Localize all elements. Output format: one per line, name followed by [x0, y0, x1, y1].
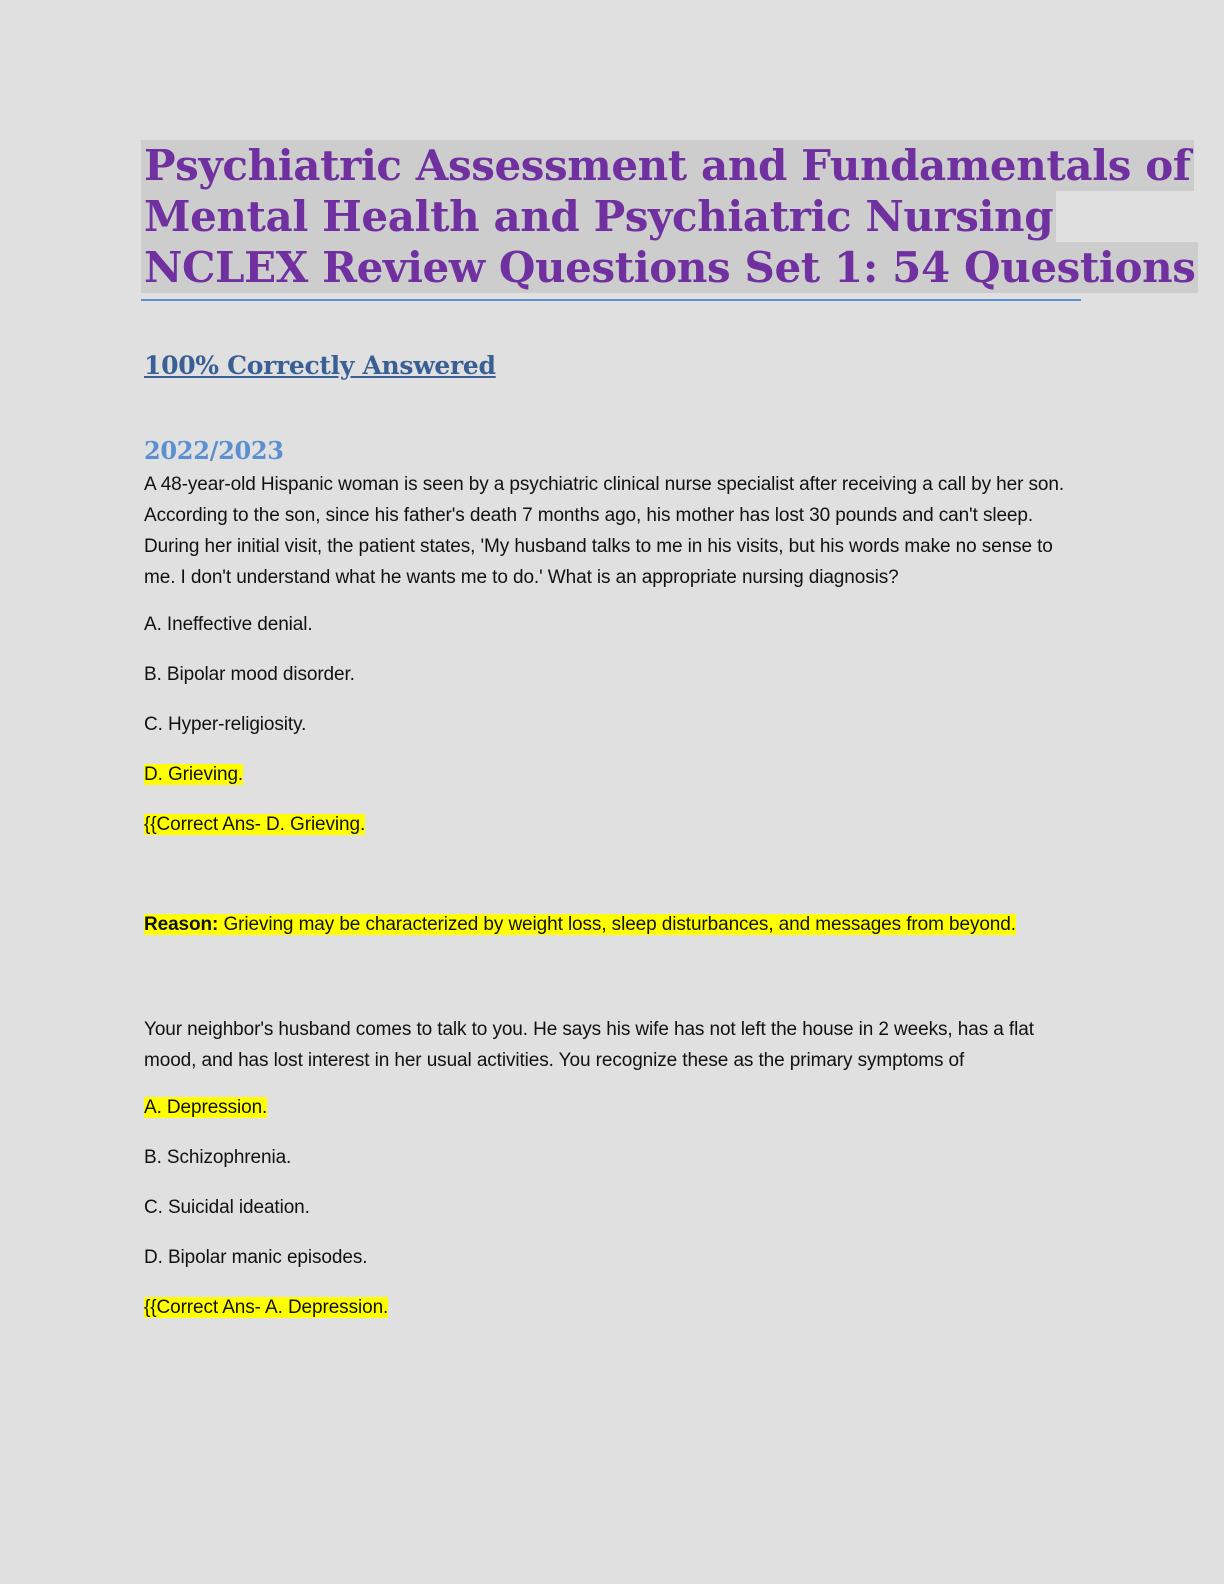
- question-2-option-c: C. Suicidal ideation.: [144, 1197, 310, 1218]
- question-2-option-b: B. Schizophrenia.: [144, 1147, 292, 1168]
- question-1-option-c: C. Hyper-religiosity.: [144, 714, 307, 735]
- question-2-option-a: A. Depression.: [144, 1097, 268, 1118]
- question-2-answer: {{Correct Ans- A. Depression.: [144, 1297, 389, 1318]
- reason-text: Grieving may be characterized by weight loss, sleep disturbances, and messages from beyond.: [218, 914, 1016, 935]
- question-1-option-b: B. Bipolar mood disorder.: [144, 664, 355, 685]
- title-line-2: Mental Health and Psychiatric Nursing: [141, 191, 1056, 242]
- reason-label: Reason:: [144, 914, 219, 935]
- subtitle: 100% Correctly Answered: [144, 351, 496, 380]
- document-title: [141, 140, 1196, 301]
- title-line-3: NCLEX Review Questions Set 1: 54 Questions: [141, 242, 1198, 293]
- document-page: [144, 140, 1196, 1321]
- question-1-option-d: D. Grieving.: [144, 764, 244, 785]
- question-2-option-d: D. Bipolar manic episodes.: [144, 1247, 368, 1268]
- year-heading: 2022/2023: [144, 436, 284, 465]
- question-1-option-a: A. Ineffective denial.: [144, 614, 313, 635]
- title-line-1: Psychiatric Assessment and Fundamentals of: [141, 140, 1194, 191]
- question-2-text: Your neighbor's husband comes to talk to you. He says his wife has not left the house in 2 weeks, has a flat mood, and has lost interest in her usual activities. You recognize these as the primary symptoms of: [144, 1019, 1034, 1071]
- question-1-text: A 48-year-old Hispanic woman is seen by a psychiatric clinical nurse specialist after receiving a call by her son. According to the son, since his father's death 7 months ago, his mother has lost 30 pounds and can't sleep. During her initial visit, the patient states, 'My husband talks to me in his visits, but his words make no sense to me. I don't understand what he wants me to do.' What is an appropriate nursing diagnosis?: [144, 474, 1065, 588]
- question-1-reason: [144, 912, 1084, 938]
- question-1-answer: {{Correct Ans- D. Grieving.: [144, 814, 366, 835]
